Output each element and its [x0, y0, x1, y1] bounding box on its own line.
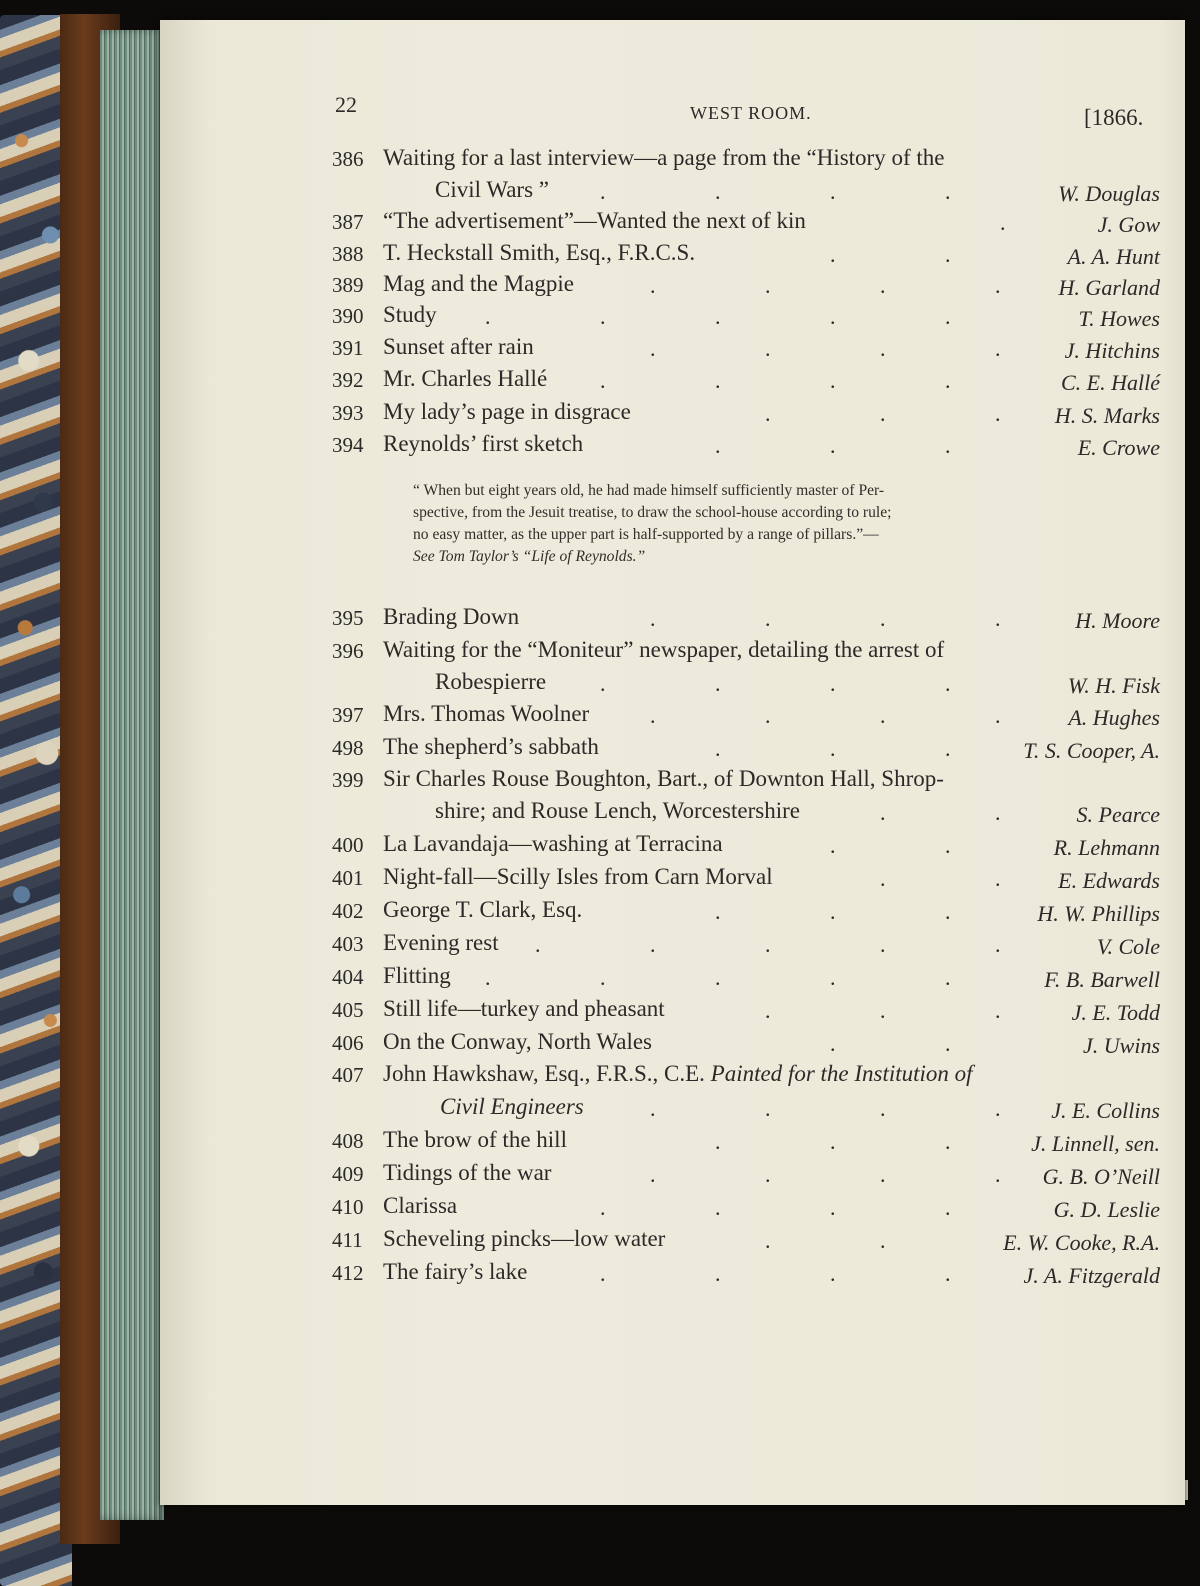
entry-artist: A. Hughes [1068, 705, 1160, 730]
dot-leader: . [650, 273, 656, 298]
dot-leader: . [535, 932, 541, 957]
entry-artist: T. Howes [1078, 306, 1160, 331]
dot-leader: . [945, 433, 951, 458]
entry-artist: G. B. O’Neill [1042, 1164, 1160, 1189]
dot-leader: . [995, 866, 1001, 891]
entry-artist: H. S. Marks [1054, 403, 1160, 428]
dot-leader: . [945, 965, 951, 990]
entry-artist: S. Pearce [1076, 802, 1160, 827]
dot-leader: . [945, 368, 951, 393]
entry-title: Clarissa [383, 1193, 458, 1218]
entry-artist: E. Edwards [1058, 868, 1160, 893]
entry-title: Scheveling pincks—low water [383, 1226, 666, 1251]
quote-source [413, 546, 1083, 568]
entry-number: 411 [332, 1228, 363, 1252]
dot-leader: . [715, 736, 721, 761]
dot-leader: . [995, 1096, 1001, 1121]
year-label: [1866. [1084, 105, 1144, 130]
dot-leader: . [485, 304, 491, 329]
entry-title: Mag and the Magpie [383, 271, 574, 296]
entry-title-note: Painted for the Institution of [710, 1061, 973, 1086]
dot-leader: . [830, 736, 836, 761]
dot-leader: . [650, 932, 656, 957]
entry-number: 498 [332, 736, 364, 760]
running-head: WEST ROOM. [690, 103, 812, 123]
entry-number: 406 [332, 1031, 364, 1055]
dot-leader: . [880, 401, 886, 426]
dot-leader: . [715, 1195, 721, 1220]
entry-artist: J. Uwins [1083, 1033, 1160, 1058]
dot-leader: . [715, 1129, 721, 1154]
entry-number: 404 [332, 965, 364, 989]
dot-leader: . [995, 606, 1001, 631]
entry-title: Tidings of the war [383, 1160, 552, 1185]
entry-artist: A. A. Hunt [1067, 244, 1160, 269]
entry-number: 388 [332, 242, 364, 266]
dot-leader: . [830, 899, 836, 924]
entry-title: Flitting [383, 963, 451, 988]
dot-leader: . [830, 368, 836, 393]
entry-artist: H. Garland [1058, 275, 1160, 300]
dot-leader: . [830, 833, 836, 858]
dot-leader: . [715, 179, 721, 204]
dot-leader: . [945, 1195, 951, 1220]
dot-leader: . [650, 606, 656, 631]
entry-artist: J. Hitchins [1064, 338, 1160, 363]
dot-leader: . [485, 965, 491, 990]
entry-title: La Lavandaja—washing at Terracina [383, 831, 723, 856]
entry-number: 402 [332, 899, 364, 923]
entry-title-continuation: Civil Wars ” [435, 177, 549, 202]
entry-title: John Hawkshaw, Esq., F.R.S., C.E. Painted for the Institution of [383, 1061, 973, 1086]
dot-leader: . [715, 899, 721, 924]
entry-number: 403 [332, 932, 364, 956]
entry-number: 390 [332, 304, 364, 328]
dot-leader: . [715, 671, 721, 696]
dot-leader: . [880, 336, 886, 361]
dot-leader: . [650, 1162, 656, 1187]
dot-leader: . [830, 179, 836, 204]
dot-leader: . [880, 703, 886, 728]
dot-leader: . [945, 1031, 951, 1056]
dot-leader: . [830, 1031, 836, 1056]
entry-title: Mrs. Thomas Woolner [383, 701, 590, 726]
entry-artist: T. S. Cooper, A. [1023, 738, 1160, 763]
entry-artist: J. E. Todd [1071, 1000, 1160, 1025]
entry-artist: G. D. Leslie [1053, 1197, 1160, 1222]
dot-leader: . [945, 242, 951, 267]
dot-leader: . [995, 336, 1001, 361]
entry-artist: E. W. Cooke, R.A. [1003, 1230, 1160, 1255]
dot-leader: . [880, 1096, 886, 1121]
entry-title: Mr. Charles Hallé [383, 366, 548, 391]
entry-number: 389 [332, 273, 364, 297]
entry-artist: J. Linnell, sen. [1031, 1131, 1160, 1156]
entry-title: Evening rest [383, 930, 499, 955]
entry-artist: R. Lehmann [1053, 835, 1160, 860]
entry-number: 409 [332, 1162, 364, 1186]
dot-leader: . [600, 965, 606, 990]
entry-number: 392 [332, 368, 364, 392]
entry-number: 391 [332, 336, 364, 360]
entry-title: The brow of the hill [383, 1127, 567, 1152]
dot-leader: . [600, 1195, 606, 1220]
entry-artist: J. A. Fitzgerald [1023, 1263, 1160, 1288]
entry-number: 405 [332, 998, 364, 1022]
dot-leader: . [765, 703, 771, 728]
entry-title: Study [383, 302, 437, 327]
dot-leader: . [830, 671, 836, 696]
dot-leader: . [830, 1195, 836, 1220]
dot-leader: . [715, 368, 721, 393]
entry-title: Brading Down [383, 604, 520, 629]
entry-title-continuation: shire; and Rouse Lench, Worcestershire [435, 798, 800, 823]
dot-leader: . [1000, 210, 1006, 235]
dot-leader: . [945, 736, 951, 761]
entry-artist: H. W. Phillips [1037, 901, 1160, 926]
dot-leader: . [830, 304, 836, 329]
entry-artist: J. Gow [1097, 212, 1160, 237]
entry-number: 393 [332, 401, 364, 425]
dot-leader: . [945, 833, 951, 858]
dot-leader: . [945, 671, 951, 696]
dot-leader: . [765, 998, 771, 1023]
entry-title: Night-fall—Scilly Isles from Carn Morval [383, 864, 773, 889]
dot-leader: . [880, 273, 886, 298]
entry-artist: V. Cole [1096, 934, 1160, 959]
entry-number: 399 [332, 768, 364, 792]
entry-title-continuation: Robespierre [435, 669, 547, 694]
entry-title-continuation: Civil Engineers [440, 1094, 584, 1119]
dot-leader: . [995, 1162, 1001, 1187]
dot-leader: . [830, 1261, 836, 1286]
dot-leader: . [995, 932, 1001, 957]
dot-leader: . [765, 1162, 771, 1187]
quote-line: spective, from the Jesuit treatise, to draw the school-house according to rule; [413, 504, 892, 521]
entry-title: Sir Charles Rouse Boughton, Bart., of Downton Hall, Shrop- [383, 766, 944, 791]
dot-leader: . [650, 1096, 656, 1121]
entry-number: 408 [332, 1129, 364, 1153]
dot-leader: . [765, 932, 771, 957]
quote-line: “ When but eight years old, he had made himself sufficiently master of Per- [413, 482, 885, 499]
dot-leader: . [880, 932, 886, 957]
entry-artist: F. B. Barwell [1044, 967, 1160, 992]
dot-leader: . [880, 866, 886, 891]
dot-leader: . [650, 703, 656, 728]
entry-number: 395 [332, 606, 364, 630]
entry-number: 412 [332, 1261, 364, 1285]
quote-line: no easy matter, as the upper part is half-supported by a range of pillars.”— [413, 526, 879, 543]
dot-leader: . [945, 179, 951, 204]
dot-leader: . [765, 336, 771, 361]
entry-title: George T. Clark, Esq. [383, 897, 583, 922]
dot-leader: . [945, 1261, 951, 1286]
dot-leader: . [880, 606, 886, 631]
dot-leader: . [600, 304, 606, 329]
dot-leader: . [715, 965, 721, 990]
dot-leader: . [600, 671, 606, 696]
dot-leader: . [830, 1129, 836, 1154]
dot-leader: . [995, 401, 1001, 426]
dot-leader: . [995, 998, 1001, 1023]
dot-leader: . [765, 273, 771, 298]
quote-source-title: “Life of Reynolds.” [522, 548, 646, 565]
dot-leader: . [600, 1261, 606, 1286]
dot-leader: . [715, 1261, 721, 1286]
entry-number: 396 [332, 639, 364, 663]
entry-number: 394 [332, 433, 364, 457]
quotation-block [413, 480, 1083, 568]
dot-leader: . [830, 433, 836, 458]
entry-title: T. Heckstall Smith, Esq., F.R.C.S. [383, 240, 696, 265]
dot-leader: . [765, 1096, 771, 1121]
dot-leader: . [830, 965, 836, 990]
entry-title: Still life—turkey and pheasant [383, 996, 665, 1021]
dot-leader: . [650, 336, 656, 361]
dot-leader: . [880, 998, 886, 1023]
dot-leader: . [600, 368, 606, 393]
entry-artist: J. E. Collins [1051, 1098, 1160, 1123]
dot-leader: . [715, 433, 721, 458]
dot-leader: . [945, 304, 951, 329]
entry-artist: E. Crowe [1077, 435, 1160, 460]
entry-title: My lady’s page in disgrace [383, 399, 631, 424]
quote-source-prefix: See Tom Taylor’s [413, 548, 519, 565]
dot-leader: . [945, 1129, 951, 1154]
entry-title: On the Conway, North Wales [383, 1029, 652, 1054]
entry-title: Waiting for a last interview—a page from the “History of the [383, 145, 945, 170]
dot-leader: . [995, 273, 1001, 298]
dot-leader: . [945, 899, 951, 924]
entry-number: 410 [332, 1195, 364, 1219]
dot-leader: . [880, 800, 886, 825]
dot-leader: . [880, 1162, 886, 1187]
entry-number: 400 [332, 833, 364, 857]
entry-artist: W. Douglas [1058, 181, 1160, 206]
dot-leader: . [830, 242, 836, 267]
entry-title: Waiting for the “Moniteur” newspaper, detailing the arrest of [383, 637, 945, 662]
dot-leader: . [765, 401, 771, 426]
entry-number: 407 [332, 1063, 364, 1087]
page-number: 22 [335, 92, 357, 117]
entry-artist: C. E. Hallé [1061, 370, 1160, 395]
dot-leader: . [765, 1228, 771, 1253]
entry-artist: W. H. Fisk [1067, 673, 1160, 698]
dot-leader: . [880, 1228, 886, 1253]
entry-number: 387 [332, 210, 364, 234]
dot-leader: . [715, 304, 721, 329]
dot-leader: . [765, 606, 771, 631]
entry-number: 401 [332, 866, 364, 890]
dot-leader: . [600, 179, 606, 204]
entry-title: “The advertisement”—Wanted the next of kin [383, 208, 806, 233]
entry-title: The fairy’s lake [383, 1259, 528, 1284]
entry-title: Reynolds’ first sketch [383, 431, 584, 456]
entry-title: Sunset after rain [383, 334, 534, 359]
entry-title: The shepherd’s sabbath [383, 734, 599, 759]
entry-number: 397 [332, 703, 364, 727]
dot-leader: . [995, 800, 1001, 825]
dot-leader: . [995, 703, 1001, 728]
entry-number: 386 [332, 147, 364, 171]
entry-artist: H. Moore [1075, 608, 1160, 633]
